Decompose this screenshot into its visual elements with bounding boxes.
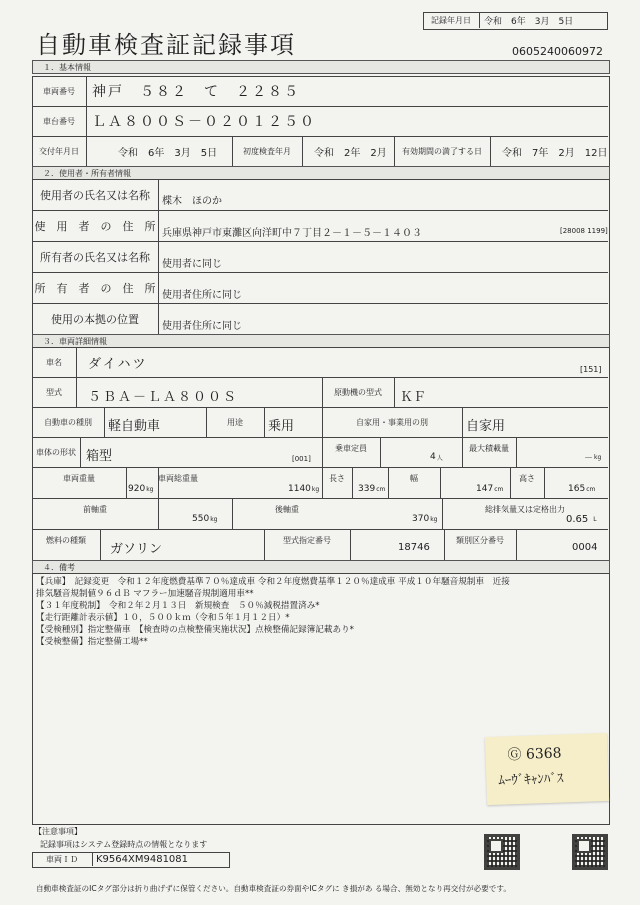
first-registration-label: 初度検査年月	[243, 146, 291, 156]
width-label: 幅	[410, 473, 418, 483]
base-location-label: 使用の本拠の位置	[51, 312, 139, 326]
remarks-line: 【走行距離計表示値】１０，５００ｋｍ（令和５年１月１２日）*	[36, 613, 290, 623]
plate-value: 神戸 ５８２ て ２２８５	[92, 84, 300, 100]
vehicle-kind-label: 自動車の種別	[44, 417, 92, 427]
category-label: 類別区分番号	[456, 535, 504, 545]
owner-address-value: 使用者住所に同じ	[162, 289, 242, 301]
vehicle-id-label: 車両ＩＤ	[32, 852, 93, 866]
fuel-value: ガソリン	[110, 541, 163, 557]
user-name-label: 使用者の氏名又は名称	[40, 188, 150, 202]
remarks-text	[36, 576, 510, 648]
chassis-label: 車台番号	[43, 116, 75, 126]
user-name-value: 楪木 ほのか	[162, 195, 222, 207]
remarks-line: 【受検整備】指定整備工場**	[36, 637, 148, 647]
vehicle-name-value: ダイハツ	[88, 356, 148, 372]
expiry-label: 有効期間の満了する日	[402, 146, 482, 156]
section-user-owner: ２．使用者・所有者情報	[32, 166, 610, 180]
remarks-line: 【兵庫】 記録変更 令和１２年度燃費基準７０％達成車 令和２年度燃費基準１２０％達成車 平成１０年騒音規制車 近接	[36, 577, 510, 587]
designation-label: 型式指定番号	[283, 535, 331, 545]
plate-label: 車両番号	[43, 86, 75, 96]
max-load-value: － kg	[584, 453, 602, 464]
use-label: 用途	[227, 417, 243, 427]
height-value: 165 cm	[568, 484, 596, 494]
max-load-label: 最大積載量	[469, 443, 509, 453]
designation-value: 18746	[398, 541, 430, 553]
section-vehicle-details: ３．車両詳細情報	[32, 334, 610, 348]
base-location-value: 使用者住所に同じ	[162, 320, 242, 332]
capacity-label: 乗車定員	[335, 443, 367, 453]
chassis-value: ＬＡ８００Ｓ－０２０１２５０	[92, 114, 316, 130]
footer-note: 自動車検査証のICタグ部分は折り曲げずに保管ください。自動車検査証の券面やICタグに き損があ る場合、無効となり再交付が必要です。	[36, 884, 511, 893]
private-business-value: 自家用	[466, 418, 506, 434]
first-registration-value: 令和 2年 2月	[314, 147, 387, 159]
remarks-line: 【受検種別】指定整備車 【検査時の点検整備実施状況】点検整備記録簿記載あり*	[36, 625, 354, 635]
sticky-note-line2: ﾑｰｳﾞｷｬﾝﾊﾞｽ	[498, 771, 564, 789]
body-shape-value: 箱型	[86, 448, 113, 464]
displacement-value: 0.65 L	[566, 513, 597, 525]
rear-axle-value: 370 kg	[412, 514, 438, 524]
rear-axle-label: 後軸重	[275, 504, 299, 514]
user-address-code: [28008 1199]	[560, 227, 608, 235]
expiry-value: 令和 7年 2月 12日	[502, 147, 608, 159]
front-axle-value: 550 kg	[192, 514, 218, 524]
vehicle-id-value: K9564XM9481081	[96, 853, 189, 865]
notes-text: 記録事項はシステム登録時点の情報となります	[40, 840, 208, 849]
remarks-line: 【３１年度税制】 令和２年２月１３日 新規検査 ５０％減税措置済み*	[36, 601, 320, 611]
displacement-label: 総排気量又は定格出力	[485, 504, 565, 514]
owner-address-label: 所 有 者 の 住 所	[34, 281, 156, 295]
use-value: 乗用	[268, 418, 295, 434]
record-date-label: 記録年月日	[423, 12, 480, 28]
vehicle-name-code: [151]	[580, 365, 602, 374]
owner-name-value: 使用者に同じ	[162, 258, 222, 270]
section-basic-info: １．基本情報	[32, 60, 610, 74]
doc-number: 0605240060972	[512, 45, 603, 58]
capacity-value: 4 人	[430, 452, 443, 462]
sticky-note-line1: Ⓖ 6368	[507, 745, 562, 764]
engine-model-label: 原動機の型式	[334, 387, 382, 397]
body-shape-label: 車体の形状	[36, 447, 76, 457]
model-label: 型式	[46, 387, 62, 397]
model-value: ５ＢＡ－ＬＡ８００Ｓ	[88, 389, 239, 405]
fuel-label: 燃料の種類	[46, 535, 86, 545]
qr-code-right	[572, 834, 608, 870]
notes-title: 【注意事項】	[34, 827, 82, 836]
record-date-value: 令和 6年 3月 5日	[484, 16, 574, 27]
user-address-value: 兵庫県神戸市東灘区向洋町中７丁目２－１－５－１４０３	[162, 227, 422, 239]
owner-name-label: 所有者の氏名又は名称	[40, 250, 150, 264]
length-label: 長さ	[329, 473, 345, 483]
vehicle-kind-value: 軽自動車	[108, 418, 161, 434]
section-remarks: ４．備考	[32, 560, 610, 574]
private-business-label: 自家用・事業用の別	[356, 417, 428, 427]
width-value: 147 cm	[476, 484, 504, 494]
category-value: 0004	[572, 541, 598, 553]
issue-date-value: 令和 6年 3月 5日	[118, 147, 218, 159]
gross-weight-label: 車両総重量	[158, 473, 198, 483]
user-address-label: 使 用 者 の 住 所	[34, 219, 156, 233]
gross-weight-value: 1140 kg	[288, 484, 320, 494]
body-shape-code: [001]	[292, 455, 311, 463]
page-title: 自動車検査証記録事項	[36, 31, 296, 59]
qr-code-left	[484, 834, 520, 870]
sticky-note	[485, 733, 609, 805]
front-axle-label: 前軸重	[83, 504, 107, 514]
remarks-line: 排気騒音規制値９６ｄＢ マフラー加速騒音規制適用車**	[36, 589, 254, 599]
issue-date-label: 交付年月日	[39, 146, 79, 156]
weight-value: 920 kg	[128, 484, 154, 494]
weight-label: 車両重量	[63, 473, 95, 483]
vehicle-name-label: 車名	[46, 357, 62, 367]
length-value: 339 cm	[358, 484, 386, 494]
height-label: 高さ	[519, 473, 535, 483]
engine-model-value: ＫＦ	[400, 389, 427, 405]
